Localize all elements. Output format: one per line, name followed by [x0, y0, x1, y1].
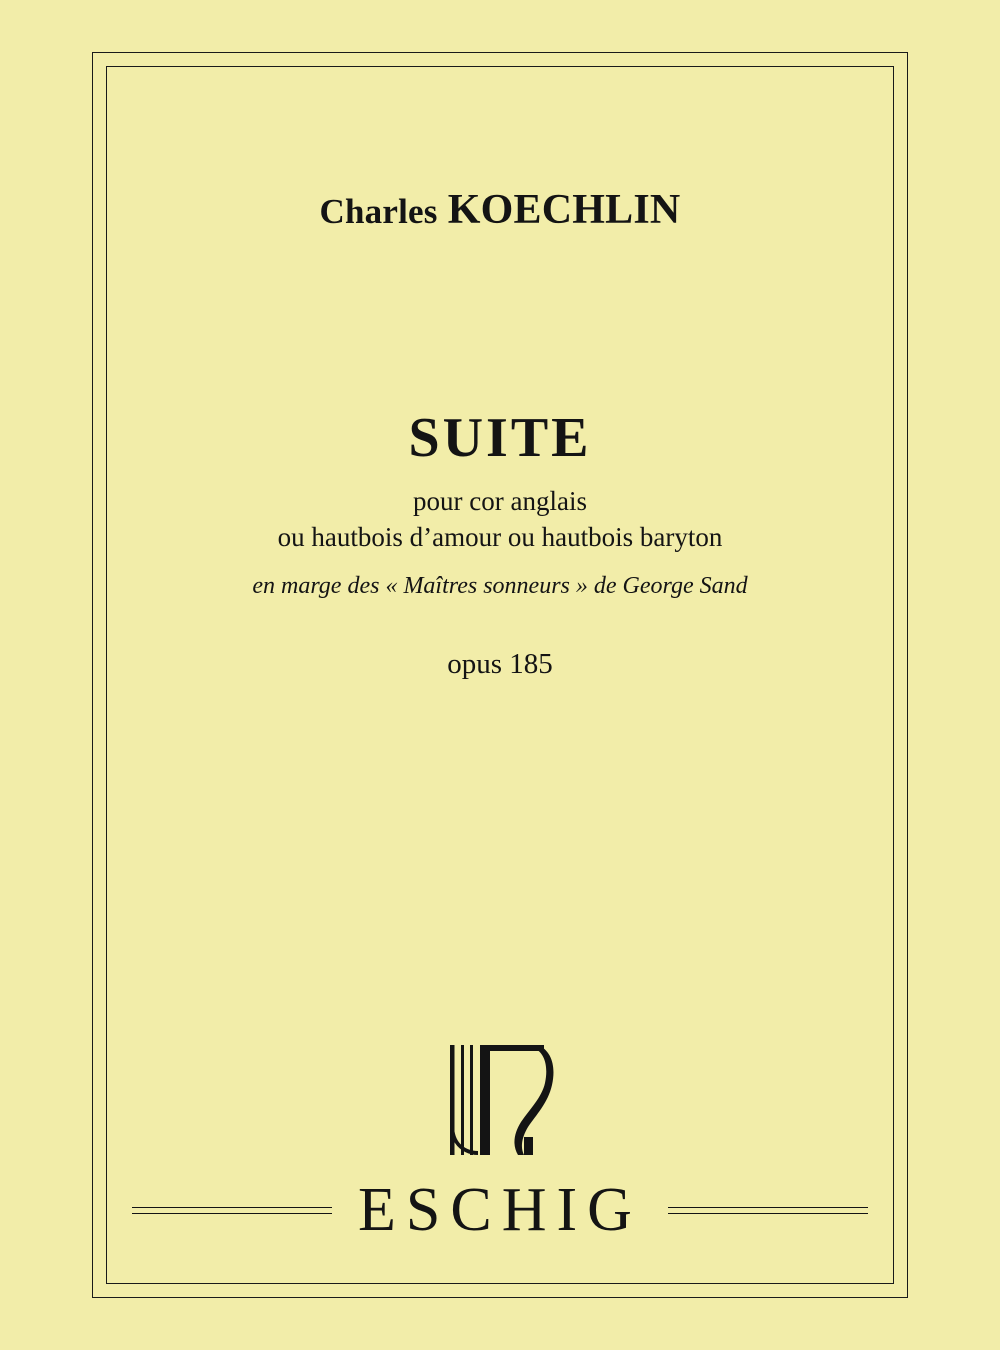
work-title: SUITE: [408, 407, 592, 469]
composer-last-name: KOECHLIN: [447, 187, 681, 233]
cover-content: [106, 66, 894, 1284]
publisher-name: ESCHIG: [358, 1176, 642, 1244]
publisher-block: [106, 1041, 894, 1246]
instrumentation-line-1: pour cor anglais: [413, 486, 587, 516]
composer-first-name: Charles: [319, 192, 438, 231]
instrumentation-line-2: ou hautbois d’amour ou hautbois baryton: [277, 521, 723, 552]
dedication-note: en marge des « Maîtres sonneurs » de George Sand: [252, 573, 748, 600]
rule-right: [668, 1206, 868, 1216]
eschig-monogram-icon: [440, 1041, 560, 1169]
composer-name: [106, 186, 894, 234]
publisher-name-row: [106, 1175, 894, 1246]
rule-left: [132, 1206, 332, 1216]
opus-number: opus 185: [447, 648, 553, 681]
